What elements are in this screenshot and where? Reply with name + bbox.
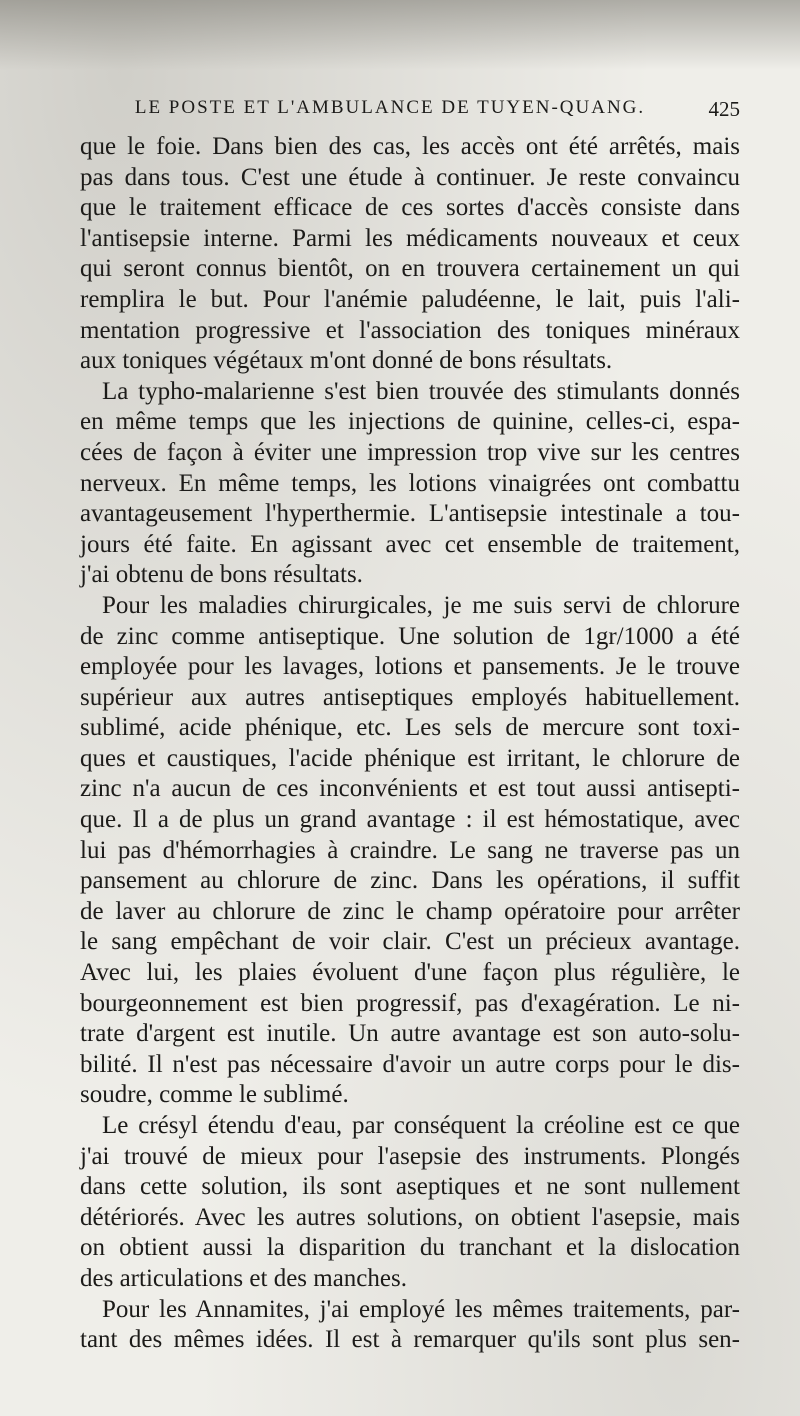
text-line: remplira le but. Pour l'anémie paludéenne, le lait, puis l'ali- (80, 285, 740, 313)
text-line: avantageusement l'hyperthermie. L'antisepsie intestinale a tou- (80, 500, 740, 528)
running-title: LE POSTE ET L'AMBULANCE DE TUYEN-QUANG. (134, 97, 646, 118)
running-head (80, 95, 740, 125)
text-line: le sang empêchant de voir clair. C'est un précieux avantage. (80, 928, 740, 956)
text-line: Pour les Annamites, j'ai employé les mêmes traitements, par- (102, 1295, 740, 1323)
text-line: supérieur aux autres antiseptiques employés habituellement. (80, 683, 740, 711)
text-line: que le foie. Dans bien des cas, les accès ont été arrêtés, mais (80, 133, 740, 160)
text-line: aux toniques végétaux m'ont donné de bons résultats. (80, 347, 613, 375)
text-line: j'ai trouvé de mieux pour l'asepsie des instruments. Plongés (80, 1142, 740, 1170)
text-line: nerveux. En même temps, les lotions vinaigrées ont combattu (80, 469, 740, 497)
text-line: Pour les maladies chirurgicales, je me suis servi de chlorure (102, 591, 740, 619)
text-line: on obtient aussi la disparition du tranchant et la dislocation (80, 1234, 740, 1262)
text-line: mentation progressive et l'association des toniques minéraux (80, 316, 740, 344)
text-line: j'ai obtenu de bons résultats. (80, 561, 363, 589)
text-line: des articulations et des manches. (80, 1264, 407, 1292)
text-line: pas dans tous. C'est une étude à continuer. Je reste convaincu (80, 163, 740, 191)
text-line: tant des mêmes idées. Il est à remarquer qu'ils sont plus sen- (80, 1326, 740, 1354)
text-line: que. Il a de plus un grand avantage : il est hémostatique, avec (80, 806, 740, 834)
text-line: bourgeonnement est bien progressif, pas d'exagération. Le ni- (80, 989, 740, 1017)
body-text (80, 132, 740, 1356)
text-line: de laver au chlorure de zinc le champ opératoire pour arrêter (80, 897, 740, 925)
text-line: sublimé, acide phénique, etc. Les sels de mercure sont toxi- (80, 714, 740, 742)
page-number: 425 (708, 97, 740, 121)
text-line: zinc n'a aucun de ces inconvénients et est tout aussi antisepti- (80, 775, 740, 803)
text-line: Le crésyl étendu d'eau, par conséquent la créoline est ce que (102, 1112, 740, 1139)
text-line: bilité. Il n'est pas nécessaire d'avoir un autre corps pour le dis- (80, 1050, 740, 1078)
text-line: que le traitement efficace de ces sortes d'accès consiste dans (80, 194, 740, 222)
text-line: de zinc comme antiseptique. Une solution de 1gr/1000 a été (80, 622, 740, 650)
text-line: qui seront connus bientôt, on en trouvera certainement un qui (80, 255, 740, 283)
scan-shadow (0, 0, 800, 70)
text-line: lui pas d'hémorrhagies à craindre. Le sang ne traverse pas un (80, 836, 740, 864)
text-line: trate d'argent est inutile. Un autre avantage est son auto-solu- (80, 1020, 740, 1048)
text-line: l'antisepsie interne. Parmi les médicaments nouveaux et ceux (80, 224, 740, 252)
text-line: employée pour les lavages, lotions et pansements. Je le trouve (80, 653, 740, 681)
text-line: jours été faite. En agissant avec cet ensemble de traitement, (80, 530, 740, 558)
text-line: pansement au chlorure de zinc. Dans les opérations, il suffit (80, 867, 740, 895)
text-line: cées de façon à éviter une impression trop vive sur les centres (80, 438, 740, 466)
text-line: en même temps que les injections de quinine, celles-ci, espa- (80, 408, 740, 436)
text-line: La typho-malarienne s'est bien trouvée des stimulants donnés (102, 377, 740, 405)
text-line: détériorés. Avec les autres solutions, on obtient l'asepsie, mais (80, 1203, 740, 1231)
text-line: dans cette solution, ils sont aseptiques et ne sont nullement (80, 1173, 740, 1201)
text-line: soudre, comme le sublimé. (80, 1081, 349, 1109)
text-line: ques et caustiques, l'acide phénique est irritant, le chlorure de (80, 744, 740, 772)
text-line: Avec lui, les plaies évoluent d'une façon plus régulière, le (80, 959, 740, 987)
